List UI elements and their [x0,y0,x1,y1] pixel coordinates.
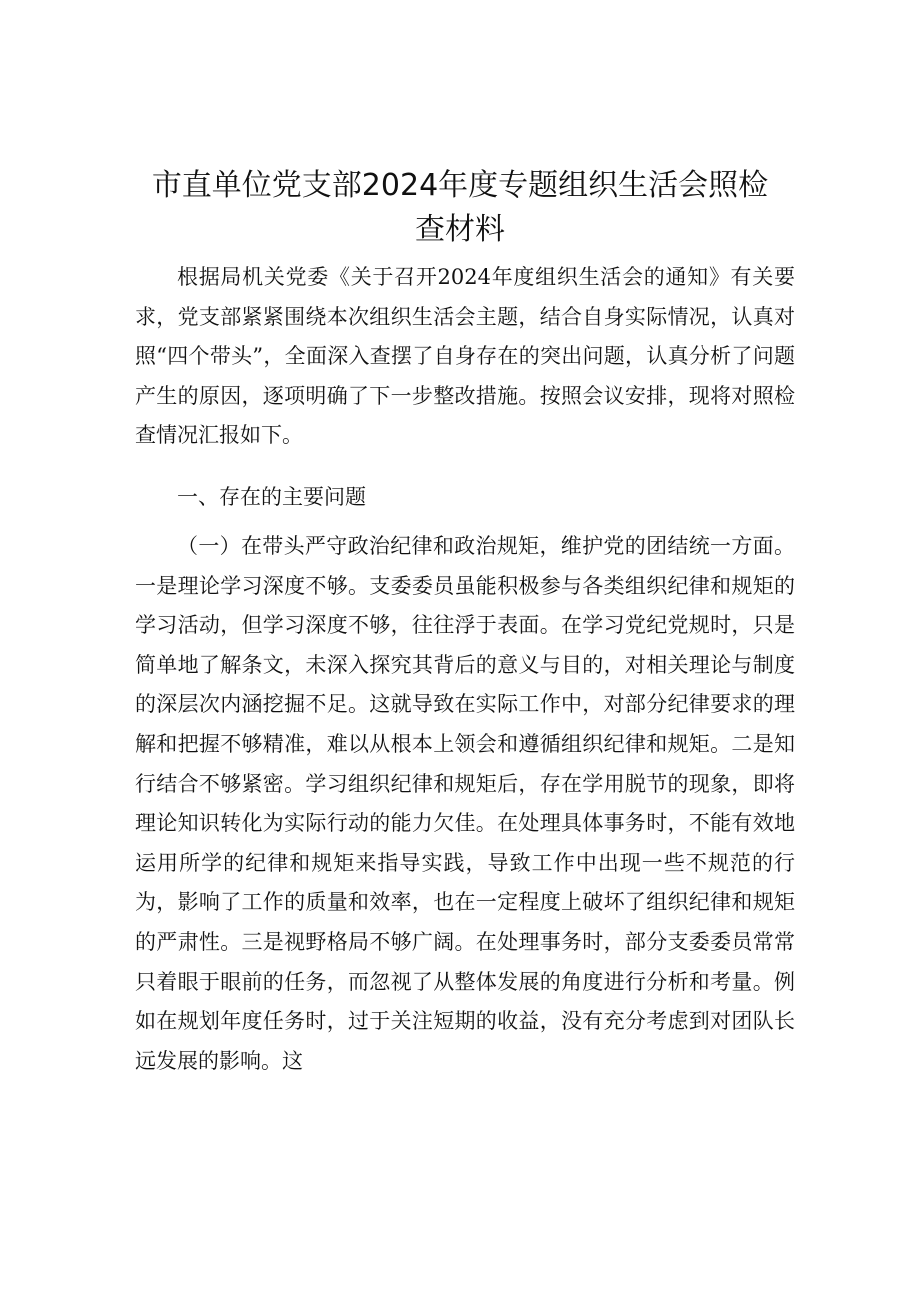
section-paragraph: （一）在带头严守政治纪律和政治规矩，维护党的团结统一方面。一是理论学习深度不够。支委委员虽能积极参与各类组织纪律和规矩的学习活动，但学习深度不够，往往浮于表面。在学习党纪党规时，只是简单地了解条文，未深入探究其背后的意义与目的，对相关理论与制度的深层次内涵挖掘不足。这就导致在实际工作中，对部分纪律要求的理解和把握不够精准，难以从根本上领会和遵循组织纪律和规矩。二是知行结合不够紧密。学习组织纪律和规矩后，存在学用脱节的现象，即将理论知识转化为实际行动的能力欠佳。在处理具体事务时，不能有效地运用所学的纪律和规矩来指导实践，导致工作中出现一些不规范的行为，影响了工作的质量和效率，也在一定程度上破坏了组织纪律和规矩的严肃性。三是视野格局不够广阔。在处理事务时，部分支委委员常常只着眼于眼前的任务，而忽视了从整体发展的角度进行分析和考量。例如在规划年度任务时，过于关注短期的收益，没有充分考虑到对团队长远发展的影响。这 [135,534,795,1073]
document-title-line-2: 查材料 [415,212,505,247]
section-heading: 一、存在的主要问题 [177,485,366,509]
document-title-line-1: 市直单位党支部2024年度专题组织生活会照检 [151,168,769,203]
intro-paragraph: 根据局机关党委《关于召开2024年度组织生活会的通知》有关要求，党支部紧紧围绕本次组织生活会主题，结合自身实际情况，认真对照“四个带头”，全面深入查摆了自身存在的突出问题，认真分析了问题产生的原因，逐项明确了下一步整改措施。按照会议安排，现将对照检查情况汇报如下。 [135,265,795,448]
